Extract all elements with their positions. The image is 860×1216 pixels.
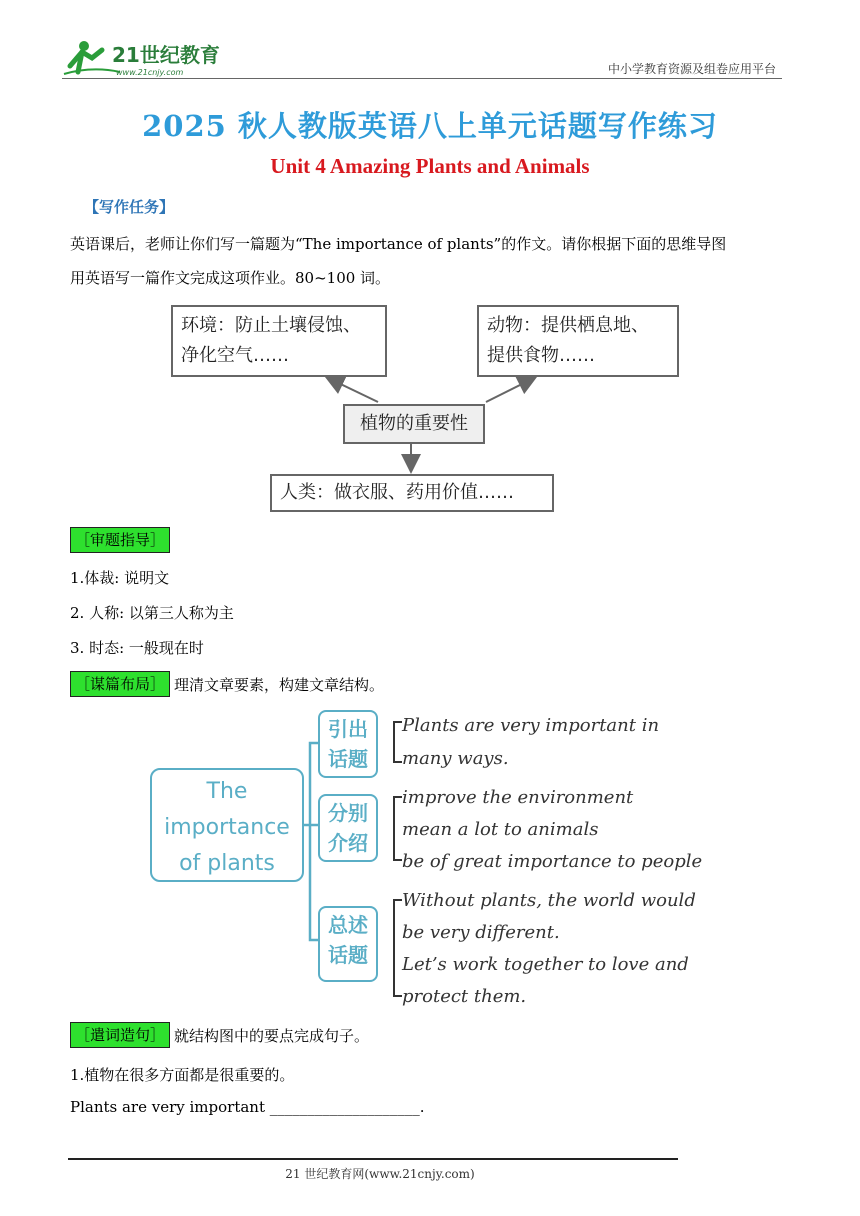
task-line-1: 英语课后，老师让你们写一篇题为“The importance of plants”的作文。请你根据下面的思维导图 (70, 235, 727, 253)
humans-box: 人类：做衣服、药用价值…… (270, 474, 554, 512)
summary-text-4: protect them. (402, 986, 527, 1007)
sentence-tag: ［遣词造句］ (70, 1022, 170, 1048)
summary-topic-line-2: 话题 (328, 943, 368, 967)
task-tag: 【写作任务】 (84, 198, 175, 216)
guide-item-1: 1.体裁: 说明文 (70, 569, 170, 587)
detail-topic-box (318, 794, 378, 862)
guide-tag: ［审题指导］ (70, 527, 170, 553)
layout-text: 理清文章要素，构建文章结构。 (174, 676, 385, 694)
summary-text-2: be very different. (402, 922, 560, 943)
summary-text-1: Without plants, the world would (402, 890, 696, 911)
question-1: 1.植物在很多方面都是很重要的。 (70, 1066, 295, 1084)
detail-text-2: mean a lot to animals (402, 819, 599, 840)
task-line-2: 用英语写一篇作文完成这项作业。80~100 词。 (70, 269, 391, 287)
logo-url: www.21cnjy.com (116, 68, 184, 77)
detail-topic-line-1: 分别 (328, 801, 368, 825)
detail-text-1: improve the environment (402, 787, 634, 808)
detail-text-3: be of great importance to people (402, 851, 703, 872)
detail-topic-line-2: 介绍 (328, 831, 368, 855)
environment-line-1: 环境：防止土壤侵蚀、 (181, 315, 361, 336)
main-topic-line-3: of plants (179, 851, 275, 876)
page-title: 2025 秋人教版英语八上单元话题写作练习 (142, 109, 718, 143)
intro-text-2: many ways. (402, 748, 509, 769)
summary-topic-line-1: 总述 (328, 913, 368, 937)
guide-item-2: 2. 人称: 以第三人称为主 (70, 604, 234, 622)
environment-line-2: 净化空气…… (181, 345, 289, 366)
platform-name: 中小学教育资源及组卷应用平台 (607, 62, 776, 76)
intro-topic-box (318, 710, 378, 778)
main-topic-line-1: The (206, 779, 248, 804)
answer-1: Plants are very important ____________________. (70, 1098, 425, 1116)
page-subtitle: Unit 4 Amazing Plants and Animals (270, 154, 590, 178)
footer-divider (68, 1158, 678, 1160)
intro-topic-line-2: 话题 (328, 747, 368, 771)
center-topic-box: 植物的重要性 (343, 404, 485, 444)
guide-item-3: 3. 时态: 一般现在时 (70, 639, 204, 657)
main-topic-line-2: importance (164, 815, 290, 840)
intro-text-1: Plants are very important in (402, 715, 660, 736)
animals-line-2: 提供食物…… (487, 345, 595, 366)
main-topic-box (150, 768, 304, 882)
summary-text-3: Let’s work together to love and (402, 954, 689, 975)
intro-topic-line-1: 引出 (328, 717, 368, 741)
logo-text: 21世纪教育 (112, 43, 220, 67)
layout-tag: ［谋篇布局］ (70, 671, 170, 697)
sentence-text: 就结构图中的要点完成句子。 (174, 1027, 370, 1045)
animals-line-1: 动物：提供栖息地、 (487, 315, 649, 336)
summary-topic-box (318, 906, 378, 982)
footer-text: 21 世纪教育网(www.21cnjy.com) (285, 1167, 475, 1181)
